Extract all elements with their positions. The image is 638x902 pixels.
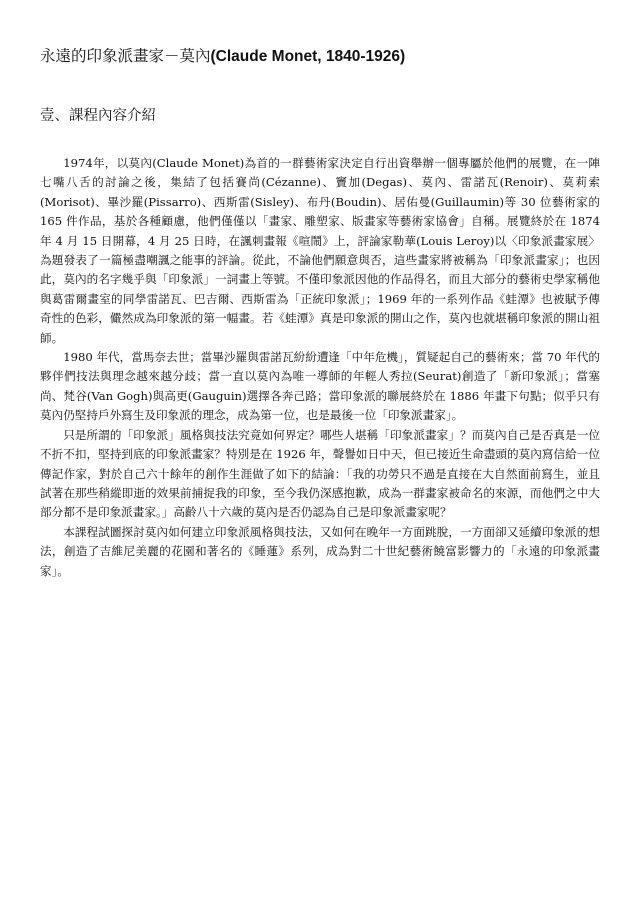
title-latin: (Claude Monet, 1840-1926) bbox=[210, 48, 406, 65]
body-text bbox=[40, 154, 600, 581]
title-chinese: 永遠的印象派畫家－莫內 bbox=[40, 47, 211, 65]
document-title bbox=[40, 45, 600, 68]
paragraph: 1974年，以莫內(Claude Monet)為首的一群藝術家決定自行出資舉辦一個專屬於他們的展覽，在一陣七嘴八舌的討論之後，集結了包括賽尚(Cézanne)、竇加(Degas)、莫內、雷諾瓦(Renoir)、莫莉索(Morisot)、畢沙羅(Pissarro)、西斯雷(Sisley)、布丹(Boudin)、居佑曼(Guillaumin)等 30 位藝術家的 165 件作品，基於各種顧慮，他們僅僅以「畫家、雕塑家、版畫家等藝術家協會」自稱。展覽終於在 1874 年 4 月 15 日開幕，4 月 25 日時，在諷刺畫報《喧鬧》上，評論家勒華(Louis Leroy)以〈印象派畫家展〉為題發表了一篇極盡嘲諷之能事的評論。從此，不論他們願意與否，這些畫家將被稱為「印象派畫家」；也因此，莫內的名字幾乎與「印象派」一詞畫上等號。不僅印象派因他的作品得名，而且大部分的藝術史學家稱他與葛雷爾畫室的同學雷諾瓦、巴吉爾、西斯雷為「正統印象派」；1969 年的一系列作品《蛙潭》也被賦予傳奇性的色彩，儼然成為印象派的第一幅畫。若《蛙潭》真是印象派的開山之作，莫內也就堪稱印象派的開山祖師。 bbox=[40, 156, 600, 345]
paragraph: 本課程試圖探討莫內如何建立印象派風格與技法，又如何在晚年一方面跳脫，一方面卻又延續印象派的想法，創造了吉維尼美麗的花園和著名的《睡蓮》系列，成為對二十世紀藝術饒富影響力的「永遠的印象派畫家」。 bbox=[40, 524, 600, 578]
paragraph: 只是所謂的「印象派」風格與技法究竟如何界定？哪些人堪稱「印象派畫家」？而莫內自己是否真是一位不折不扣，堅持到底的印象派畫家？特別是在 1926 年，聲譽如日中天，但已接近生命盡頭的莫內寫信給一位傳記作家，對於自己六十餘年的創作生涯做了如下的結論：「我的功勞只不過是直接在大自然面前寫生，並且試著在那些稍縱即逝的效果前捕捉我的印象，至今我仍深感抱歉，成為一群畫家被命名的來源，而他們之中大部分都不是印象派畫家。」高齡八十六歲的莫內是否仍認為自己是印象派畫家呢？ bbox=[40, 427, 600, 520]
section-heading: 壹、課程內容介紹 bbox=[40, 108, 156, 124]
paragraph: 1980 年代，當馬奈去世；當畢沙羅與雷諾瓦紛紛遭逢「中年危機」，質疑起自己的藝術來；當 70 年代的夥伴們技法與理念越來越分歧；當一直以莫內為唯一導師的年輕人秀拉(Seurat)創造了「新印象派」；當塞尚、梵谷(Van Gogh)與高更(Gauguin)選擇各奔己路；當印象派的聯展終於在 1886 年畫下句點；似乎只有莫內仍堅持戶外寫生及印象派的理念，成為第一位，也是最後一位「印象派畫家」。 bbox=[40, 350, 600, 423]
